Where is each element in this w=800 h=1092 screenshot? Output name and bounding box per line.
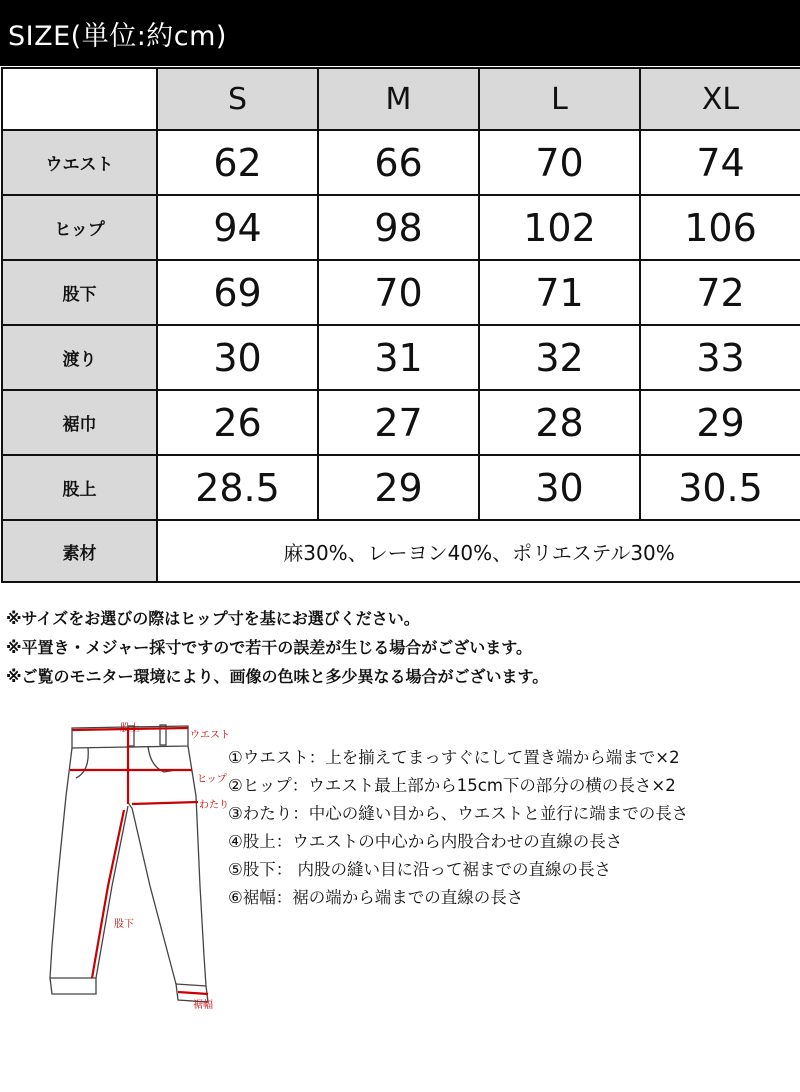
table-row [2, 130, 800, 195]
table-row [2, 325, 800, 390]
table-cell: 31 [318, 325, 479, 390]
notes-section [6, 604, 548, 691]
size-header-s: S [157, 68, 318, 130]
page-title: SIZE(単位:約cm) [8, 21, 227, 52]
row-label-material: 素材 [2, 520, 157, 582]
table-row [2, 195, 800, 260]
pants-illustration [0, 716, 240, 1016]
table-row [2, 455, 800, 520]
table-row [2, 260, 800, 325]
table-cell: 28.5 [157, 455, 318, 520]
row-label-hip: ヒップ [2, 195, 157, 260]
table-cell: 28 [479, 390, 640, 455]
row-label-rise: 股上 [2, 455, 157, 520]
table-cell: 29 [640, 390, 800, 455]
table-cell: 29 [318, 455, 479, 520]
table-cell: 30 [479, 455, 640, 520]
table-cell: 102 [479, 195, 640, 260]
row-label-inseam: 股下 [2, 260, 157, 325]
explanation-item: ④股上：ウエストの中心から内股合わせの直線の長さ [228, 832, 623, 851]
size-table [1, 67, 800, 583]
row-label-thigh: 渡り [2, 325, 157, 390]
table-row [2, 390, 800, 455]
table-cell: 66 [318, 130, 479, 195]
table-corner-cell [2, 68, 157, 130]
note-line: ※ご覧のモニター環境により、画像の色味と多少異なる場合がございます。 [6, 667, 549, 686]
explanation-item: ⑤股下： 内股の縫い目に沿って裾までの直線の長さ [228, 860, 612, 879]
table-cell: 74 [640, 130, 800, 195]
table-cell: 94 [157, 195, 318, 260]
explanation-item: ②ヒップ：ウエスト最上部から15cm下の部分の横の長さ×2 [228, 776, 676, 795]
row-label-hem: 裾巾 [2, 390, 157, 455]
explanation-item: ③わたり：中心の縫い目から、ウエストと並行に端までの長さ [228, 804, 689, 823]
rise-label: 股上 [120, 723, 140, 734]
note-line: ※サイズをお選びの際はヒップ寸を基にお選びください。 [6, 609, 420, 628]
pants-diagram [0, 716, 240, 1016]
waist-label: ウエスト [190, 730, 230, 741]
header-bar [0, 0, 800, 66]
table-cell: 70 [479, 130, 640, 195]
table-cell: 30 [157, 325, 318, 390]
table-cell: 98 [318, 195, 479, 260]
measurement-explanations [228, 744, 688, 912]
material-value: 麻30%、レーヨン40%、ポリエステル30% [157, 520, 800, 582]
material-row [2, 520, 800, 582]
size-header-l: L [479, 68, 640, 130]
row-label-waist: ウエスト [2, 130, 157, 195]
table-cell: 71 [479, 260, 640, 325]
inseam-label: 股下 [114, 919, 134, 930]
table-cell: 106 [640, 195, 800, 260]
table-cell: 33 [640, 325, 800, 390]
table-cell: 62 [157, 130, 318, 195]
note-line: ※平置き・メジャー採寸ですので若干の誤差が生じる場合がございます。 [6, 638, 532, 657]
table-cell: 70 [318, 260, 479, 325]
table-cell: 27 [318, 390, 479, 455]
table-cell: 30.5 [640, 455, 800, 520]
table-cell: 26 [157, 390, 318, 455]
size-header-row [2, 68, 800, 130]
size-header-xl: XL [640, 68, 800, 130]
table-cell: 72 [640, 260, 800, 325]
hem-label: 裾幅 [193, 1000, 213, 1011]
explanation-item: ⑥裾幅：裾の端から端までの直線の長さ [228, 888, 524, 907]
explanation-item: ①ウエスト：上を揃えてまっすぐにして置き端から端まで×2 [228, 748, 680, 767]
table-cell: 32 [479, 325, 640, 390]
thigh-label: わたり [199, 800, 229, 811]
size-header-m: M [318, 68, 479, 130]
hip-label: ヒップ [197, 774, 227, 785]
table-cell: 69 [157, 260, 318, 325]
